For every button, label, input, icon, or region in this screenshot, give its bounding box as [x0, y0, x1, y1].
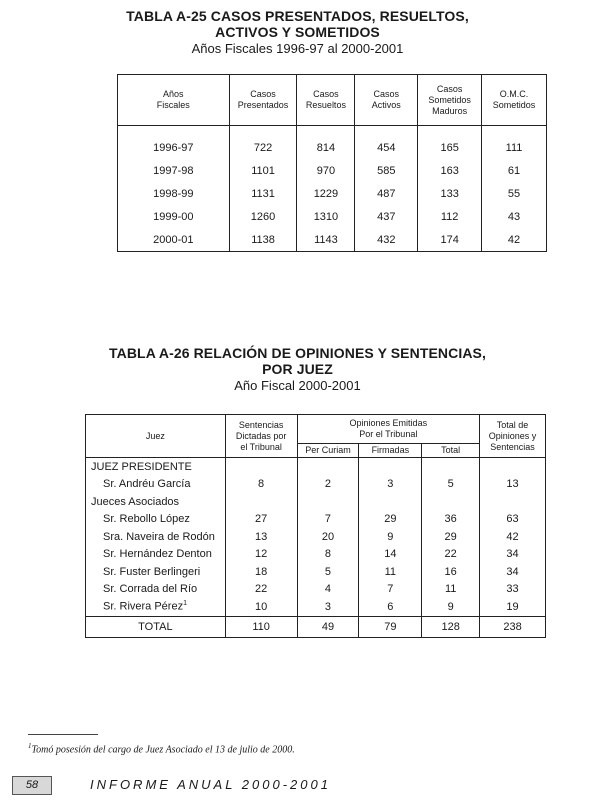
table-cell: 29 — [422, 528, 480, 546]
table-cell: 128 — [422, 616, 480, 637]
table-cell: 970 — [297, 159, 355, 182]
table-cell — [359, 493, 422, 511]
table-cell: 432 — [355, 228, 418, 252]
table-row — [86, 511, 546, 529]
table-cell: 13 — [480, 476, 546, 494]
table-cell: 18 — [225, 563, 297, 581]
table-cell: 1143 — [297, 228, 355, 252]
table-cell: 22 — [225, 581, 297, 599]
table-cell — [225, 458, 297, 476]
table-cell — [422, 493, 480, 511]
table-cell: 33 — [480, 581, 546, 599]
judge-name: JUEZ PRESIDENTE — [86, 458, 226, 476]
table-row — [118, 159, 547, 182]
table-cell: 1310 — [297, 205, 355, 228]
table-cell: 2000-01 — [118, 228, 230, 252]
table25 — [117, 74, 547, 252]
table-cell: 11 — [359, 563, 422, 581]
table-cell: 722 — [229, 136, 297, 159]
table25-header-row — [118, 75, 547, 126]
table25-header-cell: Casos Activos — [355, 75, 418, 126]
table-cell: 9 — [359, 528, 422, 546]
table-cell: 454 — [355, 136, 418, 159]
table-cell: 585 — [355, 159, 418, 182]
table-cell: 14 — [359, 546, 422, 564]
table-cell: 1260 — [229, 205, 297, 228]
table-cell: 814 — [297, 136, 355, 159]
table-row — [86, 528, 546, 546]
table-cell: 437 — [355, 205, 418, 228]
table-row — [86, 476, 546, 494]
table-cell: 1999-00 — [118, 205, 230, 228]
table-cell: 42 — [480, 528, 546, 546]
table25-subtitle: Años Fiscales 1996-97 al 2000-2001 — [191, 41, 404, 56]
table-cell — [297, 493, 359, 511]
table-cell: 6 — [359, 598, 422, 616]
table26-header-opiniones: Opiniones Emitidas Por el Tribunal — [297, 415, 480, 444]
table26-title-line2: POR JUEZ — [262, 361, 333, 377]
judge-name: Sr. Rivera Pérez$^1$ — [86, 598, 226, 616]
table-cell: 1229 — [297, 182, 355, 205]
table-cell: 112 — [418, 205, 482, 228]
footnote: $^1$Tomó posesión del cargo de Juez Asociado el 13 de julio de 2000. — [28, 742, 295, 756]
table-cell: 7 — [359, 581, 422, 599]
table-cell: 55 — [482, 182, 547, 205]
judge-name: Sra. Naveira de Rodón — [86, 528, 226, 546]
judge-name: Jueces Asociados — [86, 493, 226, 511]
table26-header-per-curiam: Per Curiam — [297, 444, 359, 458]
table26 — [85, 414, 546, 638]
table26-total-row — [86, 616, 546, 637]
judge-name: Sr. Fuster Berlingeri — [86, 563, 226, 581]
table25-header-cell: Casos Resueltos — [297, 75, 355, 126]
table-cell: 43 — [482, 205, 547, 228]
table-cell: 111 — [482, 136, 547, 159]
table-cell: 1131 — [229, 182, 297, 205]
table25-header-cell: Años Fiscales — [118, 75, 230, 126]
table-cell: 165 — [418, 136, 482, 159]
table26-title-block — [0, 345, 595, 394]
table26-header-row — [86, 415, 546, 444]
table-cell: 27 — [225, 511, 297, 529]
table-cell: 9 — [422, 598, 480, 616]
table25-header-cell: O.M.C. Sometidos — [482, 75, 547, 126]
judge-name: Sr. Corrada del Río — [86, 581, 226, 599]
table-cell: 7 — [297, 511, 359, 529]
judge-name: Sr. Rebollo López — [86, 511, 226, 529]
table-cell: 79 — [359, 616, 422, 637]
table-cell: 1138 — [229, 228, 297, 252]
table-row — [86, 546, 546, 564]
table-cell — [422, 458, 480, 476]
table-cell: 34 — [480, 563, 546, 581]
table-cell: 1998-99 — [118, 182, 230, 205]
table-cell: 19 — [480, 598, 546, 616]
table-cell — [480, 458, 546, 476]
table-cell: 1101 — [229, 159, 297, 182]
table-cell: 174 — [418, 228, 482, 252]
total-label: TOTAL — [86, 616, 226, 637]
table-cell: 8 — [297, 546, 359, 564]
table26-header-sentencias: Sentencias Dictadas por el Tribunal — [225, 415, 297, 458]
table-cell — [297, 458, 359, 476]
table-cell: 3 — [359, 476, 422, 494]
table-cell: 11 — [422, 581, 480, 599]
table-row — [118, 136, 547, 159]
table-cell: 20 — [297, 528, 359, 546]
table-cell: 61 — [482, 159, 547, 182]
table-row — [86, 493, 546, 511]
table-cell: 12 — [225, 546, 297, 564]
table-cell — [480, 493, 546, 511]
table-cell: 63 — [480, 511, 546, 529]
table-cell: 13 — [225, 528, 297, 546]
table25-spacer-row — [118, 126, 547, 137]
table-row — [86, 598, 546, 616]
table-cell: 3 — [297, 598, 359, 616]
table26-header-firmadas: Firmadas — [359, 444, 422, 458]
judge-name: Sr. Andréu García — [86, 476, 226, 494]
table-cell: 487 — [355, 182, 418, 205]
table-row — [86, 581, 546, 599]
table-cell: 34 — [480, 546, 546, 564]
table-cell: 238 — [480, 616, 546, 637]
table25-title-line2: ACTIVOS Y SOMETIDOS — [215, 24, 380, 40]
judge-name: Sr. Hernández Denton — [86, 546, 226, 564]
table26-header-total: Total de Opiniones y Sentencias — [480, 415, 546, 458]
table-cell: 4 — [297, 581, 359, 599]
table-cell: 1997-98 — [118, 159, 230, 182]
table-row — [86, 458, 546, 476]
table-cell: 5 — [422, 476, 480, 494]
table-cell: 163 — [418, 159, 482, 182]
table25-header-cell: Casos Sometidos Maduros — [418, 75, 482, 126]
table-row — [118, 228, 547, 252]
table-row — [118, 182, 547, 205]
table-cell: 42 — [482, 228, 547, 252]
table-cell: 29 — [359, 511, 422, 529]
footnote-divider — [28, 734, 98, 735]
table-cell: 110 — [225, 616, 297, 637]
table-cell: 133 — [418, 182, 482, 205]
table26-header-juez: Juez — [86, 415, 226, 458]
table25-title-block — [0, 8, 595, 57]
table-cell: 5 — [297, 563, 359, 581]
table25-title: TABLA A-25 CASOS PRESENTADOS, RESUELTOS, — [126, 8, 469, 24]
table-cell: 22 — [422, 546, 480, 564]
page-number: 58 — [12, 776, 52, 795]
table26-subtitle: Año Fiscal 2000-2001 — [234, 378, 361, 393]
table-cell: 36 — [422, 511, 480, 529]
table-cell: 49 — [297, 616, 359, 637]
table26-header-total-op: Total — [422, 444, 480, 458]
table25-header-cell: Casos Presentados — [229, 75, 297, 126]
table-cell: 2 — [297, 476, 359, 494]
table-cell: 16 — [422, 563, 480, 581]
table-cell: 1996-97 — [118, 136, 230, 159]
table-cell — [225, 493, 297, 511]
running-title: INFORME ANUAL 2000-2001 — [90, 777, 331, 792]
table26-title: TABLA A-26 RELACIÓN DE OPINIONES Y SENTENCIAS, — [109, 345, 486, 361]
table-cell: 8 — [225, 476, 297, 494]
table-row — [118, 205, 547, 228]
table-cell: 10 — [225, 598, 297, 616]
table-row — [86, 563, 546, 581]
table-cell — [359, 458, 422, 476]
